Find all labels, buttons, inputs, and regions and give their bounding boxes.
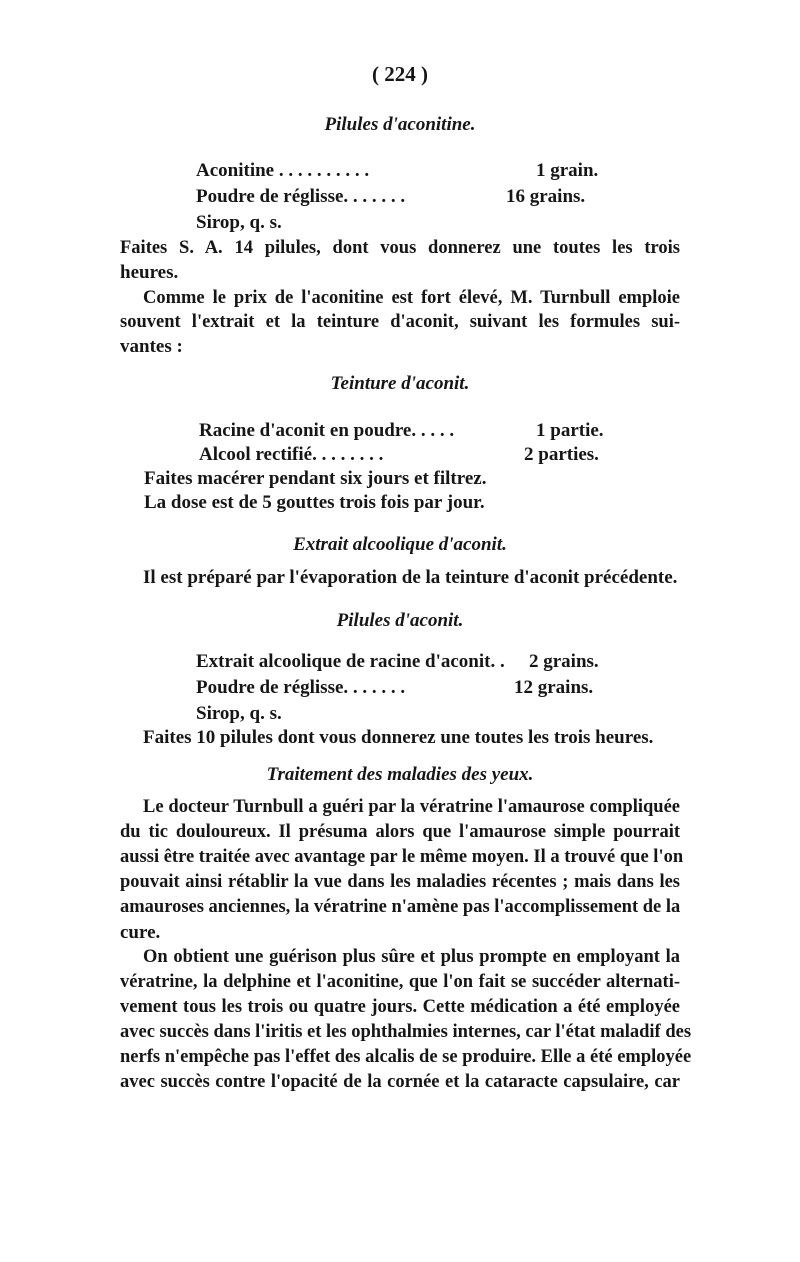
text-line: amauroses anciennes, la vératrine n'amène pas l'accomplissement de la bbox=[120, 897, 681, 917]
ingredient-name: Alcool rectifié. . . . . . . . bbox=[199, 444, 384, 465]
ingredient-quantity: 16 grains. bbox=[506, 186, 586, 207]
ingredient-name: Poudre de réglisse. . . . . . . bbox=[196, 677, 406, 698]
heading-traitement: Traitement des maladies des yeux. bbox=[266, 764, 534, 785]
text-line: La dose est de 5 gouttes trois fois par jour. bbox=[144, 492, 485, 513]
text-line: vantes : bbox=[120, 336, 183, 357]
text-line: souvent l'extrait et la teinture d'aconit, suivant les formules sui- bbox=[120, 312, 680, 332]
text-line: On obtient une guérison plus sûre et plus prompte en employant la bbox=[143, 947, 680, 967]
ingredient-quantity: 1 partie. bbox=[536, 420, 604, 441]
text-line: Faites macérer pendant six jours et filtrez. bbox=[144, 468, 487, 489]
text-line: pouvait ainsi rétablir la vue dans les maladies récentes ; mais dans les bbox=[120, 872, 680, 892]
text-line: heures. bbox=[120, 262, 179, 283]
heading-extrait-alcoolique: Extrait alcoolique d'aconit. bbox=[293, 534, 507, 555]
text-line: Comme le prix de l'aconitine est fort élevé, M. Turnbull emploie bbox=[143, 288, 680, 308]
heading-teinture-aconit: Teinture d'aconit. bbox=[330, 373, 470, 394]
ingredient-name: Sirop, q. s. bbox=[196, 212, 282, 233]
text-line: du tic douloureux. Il présuma alors que l'amaurose simple pourrait bbox=[120, 822, 680, 842]
text-line: cure. bbox=[120, 922, 161, 943]
ingredient-name: Racine d'aconit en poudre. . . . . bbox=[199, 420, 455, 441]
text-line: Il est préparé par l'évaporation de la teinture d'aconit précédente. bbox=[143, 567, 678, 588]
ingredient-quantity: 1 grain. bbox=[536, 160, 599, 181]
ingredient-name: Sirop, q. s. bbox=[196, 703, 282, 724]
ingredient-name: Poudre de réglisse. . . . . . . bbox=[196, 186, 406, 207]
text-line: vement tous les trois ou quatre jours. Cette médication a été employée bbox=[120, 997, 680, 1017]
text-line: Faites S. A. 14 pilules, dont vous donnerez une toutes les trois bbox=[120, 238, 680, 258]
ingredient-name: Aconitine . . . . . . . . . . bbox=[196, 160, 370, 181]
text-line: nerfs n'empêche pas l'effet des alcalis de se produire. Elle a été employée bbox=[120, 1047, 692, 1067]
text-line: aussi être traitée avec avantage par le même moyen. Il a trouvé que l'on bbox=[120, 847, 684, 867]
text-line: Le docteur Turnbull a guéri par la vératrine l'amaurose compliquée bbox=[143, 797, 680, 817]
text-line: avec succès dans l'iritis et les ophthalmies internes, car l'état maladif des bbox=[120, 1022, 692, 1042]
ingredient-quantity: 12 grains. bbox=[514, 677, 594, 698]
ingredient-name: Extrait alcoolique de racine d'aconit. . bbox=[196, 651, 505, 672]
heading-pilules-aconit: Pilules d'aconit. bbox=[336, 610, 464, 631]
ingredient-quantity: 2 grains. bbox=[529, 651, 599, 672]
page-number: ( 224 ) bbox=[372, 62, 428, 86]
text-line: Faites 10 pilules dont vous donnerez une toutes les trois heures. bbox=[143, 727, 654, 748]
heading-pilules-aconitine: Pilules d'aconitine. bbox=[324, 114, 476, 135]
text-line: avec succès contre l'opacité de la cornée et la cataracte capsulaire, car bbox=[120, 1072, 680, 1092]
text-line: vératrine, la delphine et l'aconitine, que l'on fait se succéder alternati- bbox=[120, 972, 680, 992]
ingredient-quantity: 2 parties. bbox=[524, 444, 599, 465]
